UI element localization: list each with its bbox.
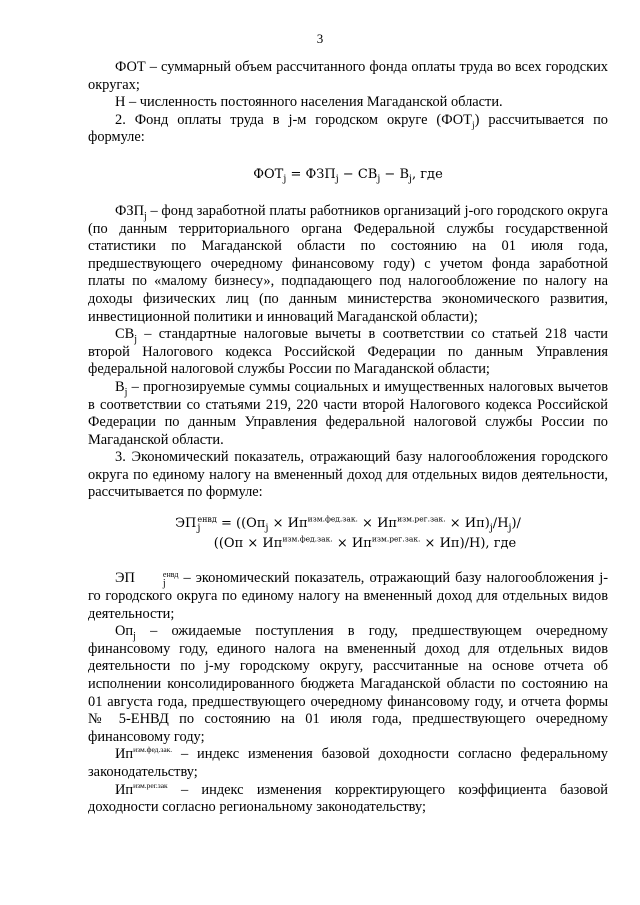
paragraph-population-definition: Н – численность постоянного населения Магаданской области. [115,94,503,111]
formula-operator: × [332,536,352,552]
formula-term: Ип [287,516,308,532]
formula-operator: = [286,166,306,182]
formula-term: ((Оп [213,536,244,552]
formula-fot [88,165,608,185]
paragraph-fot-definition: ФОТ – суммарный объем рассчитанного фонда оплаты труда во всех городских округах; [88,59,608,93]
formula-operator: × [357,516,378,532]
formula-supsub: енвд j [197,515,217,535]
formula-subscript: j [377,173,381,185]
definition-subscript: j [124,386,128,398]
formula-superscript: изм.рег.зак. [397,514,446,524]
paragraph-text: ) рассчитывается по формуле: [88,111,608,146]
formula-line-1 [88,514,608,534]
definition-ip-fed [88,746,608,781]
definition-subscript: j [143,210,147,222]
formula-operator: × [268,516,288,532]
definition-text: – экономический показатель, отражающий базу налогообложения j-го городского округа по единому налогу на вмененный доход для отдельных видов деятельности; [88,570,608,622]
formula-term: СВ [357,166,378,182]
definition-supsub: енвд j [162,570,179,590]
definition-text: – стандартные налоговые вычеты в соответствии со статьей 218 части второй Налогового кодекса Российской Федерации по данным Управления федеральной налоговой службы России по Магаданской области; [88,326,608,378]
formula-operator: − [338,166,358,182]
formula-subscript: j [283,173,287,185]
definition-term: СВ [115,326,135,343]
formula-operator: )/ [511,516,521,532]
definition-subscript: j [134,334,137,345]
formula-operator: − [380,166,400,182]
formula-term: Ип [377,516,398,532]
formula-subscript: j [335,173,339,185]
definition-term: В [115,378,125,395]
formula-subscript: j [265,522,269,534]
formula-text: , где [411,166,443,182]
definition-subscript: j [133,631,136,643]
formula-term: Ип)/Н), где [439,536,517,552]
formula-operator: / [492,516,498,532]
formula-subscript: j [508,522,512,534]
definition-fzp [88,203,608,326]
definition-ip-reg [88,782,608,817]
term-fot: ФОТ [441,111,472,128]
document-body [88,59,608,817]
formula-ep [88,514,608,554]
formula-term: Оп [246,516,266,532]
paragraph-3-intro: 3. Экономический показатель, отражающий базу налогообложения городского округа по единому налогу на вмененный доход для отдельных видов деятельности, рассчитывается по формуле: [88,449,608,501]
definition-text: – фонд заработной платы работников организаций j-ого городского округа (по данным территориального органа Федеральной службы государственной статистики по Магаданской области по состоянию на 01 июля года, предшествующего очередному финансовому году) с учетом фонда заработной платы по «малому бизнесу», подпадающего под налогообложение по налогу на доходы физических лиц (по данным министерства экономического развития, инвестиционной политики и инноваций Магаданской области); [88,202,608,325]
definition-v [88,379,608,449]
definition-term: Ип [115,781,134,798]
definition-term: ЭП [115,570,135,587]
formula-operator: × [243,536,263,552]
formula-term: Ип [262,536,283,552]
formula-subscript: j [489,522,493,534]
formula-operator: = (( [216,516,247,532]
definition-sv [88,326,608,379]
definition-term: Ип [115,746,134,763]
definition-text: – индекс изменения корректирующего коэффициента базовой доходности согласно региональному законодательству; [88,781,608,816]
definition-term: Оп [115,623,134,640]
formula-term: Ип [351,536,372,552]
formula-operator: × [445,516,465,532]
formula-term: ЭП [175,516,197,532]
formula-term: ФОТ [253,166,284,182]
formula-term: Н [497,516,509,532]
paragraph-2-intro [88,112,608,147]
definition-superscript: изм.фед.зак. [133,745,173,755]
definition-text: – ожидаемые поступления в году, предшествующем очередному финансовому году, единого налога на вмененный доход для отдельных видов деятельности по j-му городскому округу, рассчитанные на основе отчета об исполнении консолидированного бюджета Магаданской области по состоянию на 01 августа года, предшествующего очередному финансовому году, и отчета формы № 5-ЕНВД по состоянию на 01 июля года, предшествующего очередному финансовому году; [88,623,608,745]
formula-term: Ип) [464,516,490,532]
formula-superscript: изм.рег.зак. [371,534,421,544]
formula-term: ФЗП [305,166,336,182]
definition-text: – индекс изменения базовой доходности согласно федеральному законодательству; [88,746,608,780]
paragraph-text: 2. Фонд оплаты труда в j-м городском округе ( [115,111,442,128]
formula-term: В [399,166,410,182]
definition-superscript: изм.рег.зак [133,780,168,790]
formula-line-2 [88,534,608,554]
term-subscript: j [471,120,475,131]
formula-superscript: изм.фед.зак. [307,514,358,524]
formula-superscript: изм.фед.зак. [282,534,333,544]
definition-term: ФЗП [115,202,144,219]
definition-op [88,623,608,746]
page-number: 3 [316,31,324,46]
definition-text: – прогнозируемые суммы социальных и имущественных налоговых вычетов в соответствии со статьями 219, 220 части второй Налогового кодекса Российской Федерации по данным Управления федеральной налоговой службы России по Магаданской области. [88,378,608,448]
definition-ep [88,570,608,623]
formula-operator: × [420,536,440,552]
formula-subscript: j [409,173,412,185]
